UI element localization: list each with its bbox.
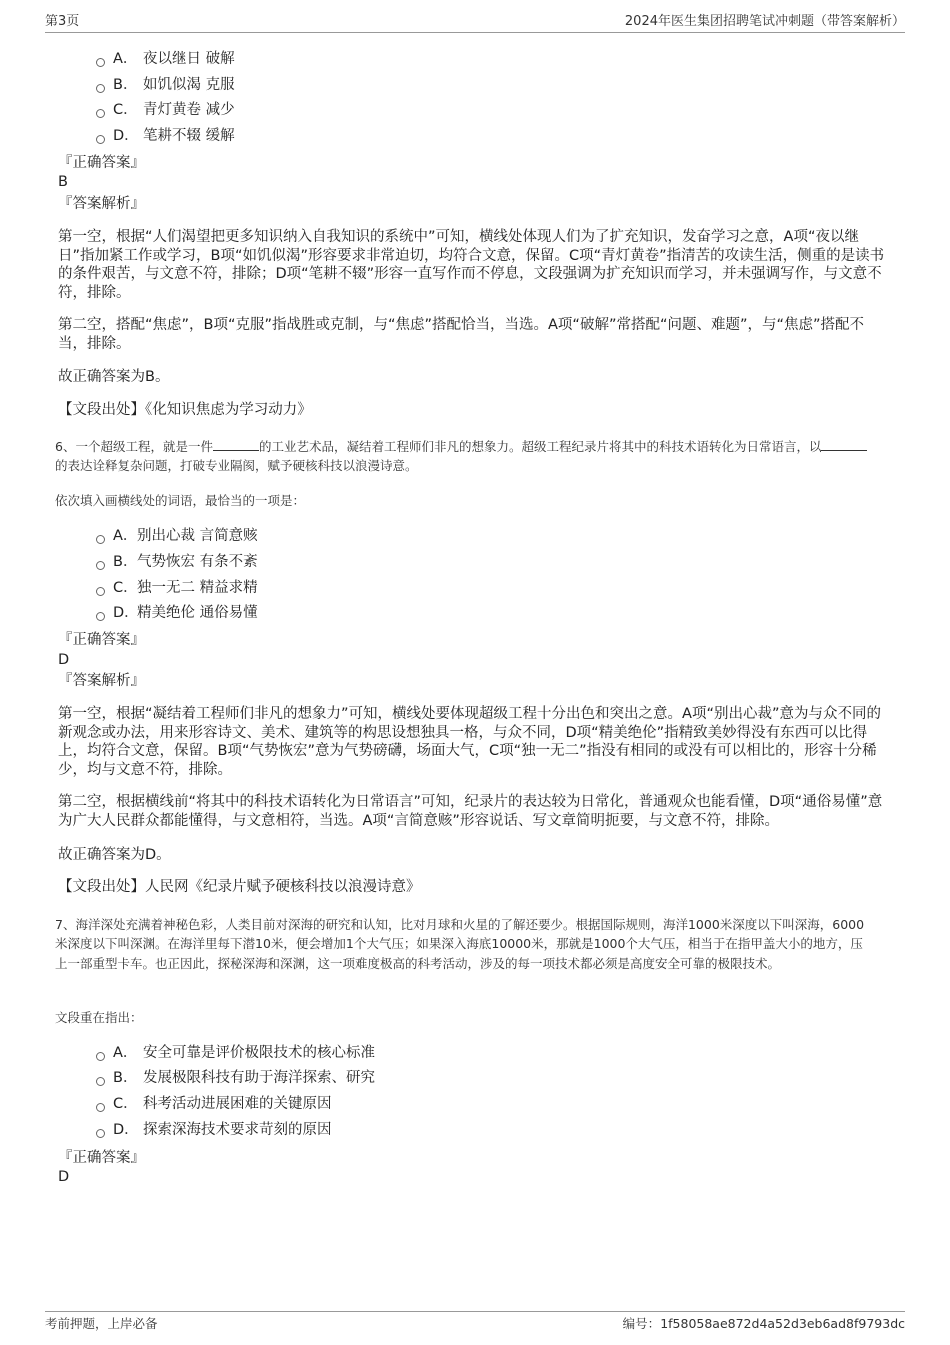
option-text: 独一无二 精益求精 — [137, 580, 258, 596]
option-text: 笔耕不辍 缓解 — [143, 128, 235, 144]
document-title: 2024年医生集团招聘笔试冲刺题（带答案解析） — [624, 14, 905, 29]
radio-icon[interactable] — [96, 109, 105, 118]
stem-text: 6、一个超级工程，就是一件 — [55, 439, 213, 454]
document-code — [623, 1314, 905, 1332]
option-letter: D． — [113, 1122, 139, 1138]
blank — [213, 438, 259, 451]
code-value: 1f58058ae872d4a52d3eb6ad8f9793dc — [660, 1316, 905, 1331]
code-label: 编号： — [622, 1316, 661, 1331]
option-letter: B． — [113, 77, 138, 93]
radio-icon[interactable] — [96, 1129, 105, 1138]
page-number: 第3页 — [45, 14, 80, 29]
stem-text: 的工业艺术品，凝结着工程师们非凡的想象力。超级工程纪录片将其中的科技术语转化为日常语言，以 — [258, 439, 822, 454]
option-text: 科考活动进展困难的关键原因 — [143, 1096, 332, 1112]
blank — [821, 438, 867, 451]
footer-divider — [45, 1311, 905, 1312]
question-stem — [55, 437, 875, 476]
option-text: 气势恢宏 有条不紊 — [137, 554, 258, 570]
question-prompt: 依次填入画横线处的词语，最恰当的一项是： — [55, 493, 306, 508]
option-a[interactable] — [96, 1043, 375, 1063]
option-d[interactable] — [96, 126, 235, 146]
option-a[interactable] — [96, 526, 258, 546]
option-letter: B． — [113, 554, 138, 570]
question-prompt: 文段重在指出： — [55, 1010, 143, 1025]
option-letter: C． — [113, 102, 138, 118]
radio-icon[interactable] — [96, 135, 105, 144]
option-letter: A． — [113, 528, 138, 544]
option-a[interactable] — [96, 49, 235, 69]
option-text: 探索深海技术要求苛刻的原因 — [143, 1122, 332, 1138]
radio-icon[interactable] — [96, 587, 105, 596]
radio-icon[interactable] — [96, 612, 105, 621]
option-c[interactable] — [96, 100, 235, 120]
header-divider — [45, 32, 905, 33]
option-text: 别出心裁 言简意赅 — [137, 528, 258, 544]
question-stem: 7、海洋深处充满着神秘色彩，人类目前对深海的研究和认知，比对月球和火星的了解还要少。根据国际规则，海洋1000米深度以下叫深海，6000米深度以下叫深渊。在海洋里每下潜10米，便会增加1个大气压；如果深入海底10000米，那就是1000个大气压，相当于在指甲盖大小的地方，压上一部重型卡车。也正因此，探秘深海和深渊，这一项难度极高的科考活动，涉及的每一项技术都必须是高度安全可靠的极限技术。 — [55, 917, 865, 971]
radio-icon[interactable] — [96, 561, 105, 570]
footer-slogan: 考前押题，上岸必备 — [45, 1316, 158, 1331]
conclusion: 故正确答案为B。 — [58, 369, 170, 385]
radio-icon[interactable] — [96, 84, 105, 93]
option-b[interactable] — [96, 552, 258, 572]
option-text: 发展极限科技有助于海洋探索、研究 — [143, 1070, 375, 1086]
option-b[interactable] — [96, 1068, 375, 1088]
option-letter: C． — [113, 580, 138, 596]
source: 【文段出处】《化知识焦虑为学习动力》 — [58, 402, 312, 418]
option-c[interactable] — [96, 578, 258, 598]
option-text: 如饥似渴 克服 — [143, 77, 235, 93]
stem-text: 的表达诠释复杂问题，打破专业隔阂，赋予硬核科技以浪漫诗意。 — [55, 458, 418, 474]
option-text: 青灯黄卷 减少 — [143, 102, 235, 118]
source: 【文段出处】人民网《纪录片赋予硬核科技以浪漫诗意》 — [58, 879, 421, 895]
analysis-paragraph: 第二空，搭配“焦虑”，B项“克服”指战胜或克制，与“焦虑”搭配恰当，当选。A项“破解”常搭配“问题、难题”，与“焦虑”搭配不当，排除。 — [58, 317, 865, 352]
radio-icon[interactable] — [96, 1077, 105, 1086]
conclusion: 故正确答案为D。 — [58, 847, 171, 863]
option-letter: A． — [113, 51, 138, 67]
option-c[interactable] — [96, 1094, 332, 1114]
answer-label: 『正确答案』 — [58, 632, 145, 648]
answer-value: B — [58, 174, 68, 190]
option-letter: D． — [113, 605, 139, 621]
analysis-label: 『答案解析』 — [58, 673, 145, 689]
analysis-paragraph: 第二空，根据横线前“将其中的科技术语转化为日常语言”可知，纪录片的表达较为日常化，普通观众也能看懂，D项“通俗易懂”意为广大人民群众都能懂得，与文意相符，当选。A项“言简意赅”形容说话、写文章简明扼要，与文意不符，排除。 — [58, 794, 883, 829]
option-letter: B． — [113, 1070, 138, 1086]
option-d[interactable] — [96, 1120, 332, 1140]
analysis-paragraph: 第一空，根据“凝结着工程师们非凡的想象力”可知，横线处要体现超级工程十分出色和突出之意。A项“别出心裁”意为与众不同的新观念或办法，用来形容诗文、美术、建筑等的构思设想独具一格，与众不同，D项“精美绝伦”指精致美妙得没有东西可以比得上，均符合文意，保留。B项“气势恢宏”意为气势磅礴，场面大气，C项“独一无二”指没有相同的或没有可以相比的，形容十分稀少，均与文意不符，排除。 — [58, 706, 881, 778]
analysis-label: 『答案解析』 — [58, 196, 145, 212]
answer-label: 『正确答案』 — [58, 155, 145, 171]
option-text: 夜以继日 破解 — [143, 51, 235, 67]
radio-icon[interactable] — [96, 58, 105, 67]
option-letter: A． — [113, 1045, 138, 1061]
radio-icon[interactable] — [96, 1052, 105, 1061]
option-text: 精美绝伦 通俗易懂 — [137, 605, 258, 621]
answer-value: D — [58, 1169, 70, 1185]
option-letter: D． — [113, 128, 139, 144]
option-b[interactable] — [96, 75, 235, 95]
analysis-paragraph: 第一空，根据“人们渴望把更多知识纳入自我知识的系统中”可知，横线处体现人们为了扩充知识，发奋学习之意，A项“夜以继日”指加紧工作或学习，B项“如饥似渴”形容要求非常迫切，均符合文意，保留。C项“青灯黄卷”指清苦的攻读生活，侧重的是读书的条件艰苦，与文意不符，排除；D项“笔耕不辍”形容一直写作而不停息，文段强调为扩充知识而学习，并未强调写作，与文意不符，排除。 — [58, 229, 885, 301]
answer-label: 『正确答案』 — [58, 1150, 145, 1166]
answer-value: D — [58, 652, 70, 668]
option-d[interactable] — [96, 603, 258, 623]
option-letter: C． — [113, 1096, 138, 1112]
radio-icon[interactable] — [96, 1103, 105, 1112]
radio-icon[interactable] — [96, 535, 105, 544]
option-text: 安全可靠是评价极限技术的核心标准 — [143, 1045, 375, 1061]
